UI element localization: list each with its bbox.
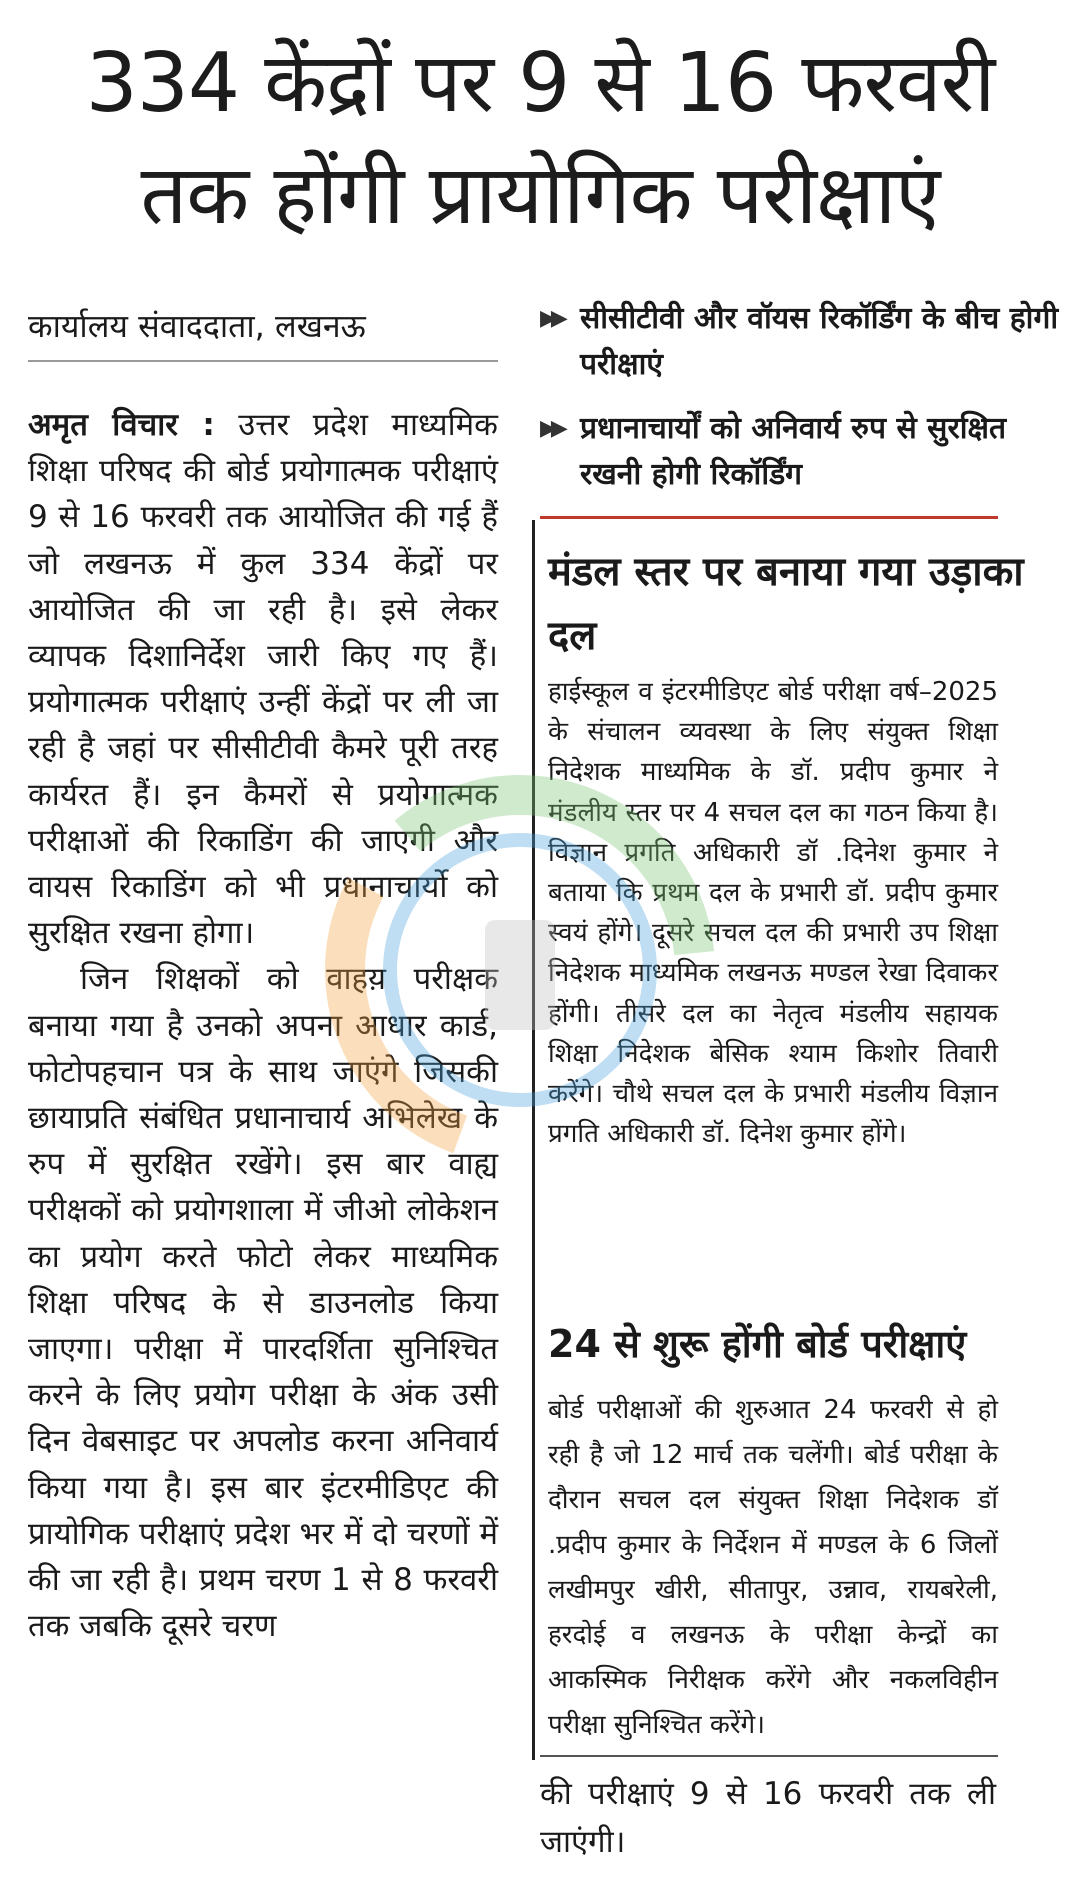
headline-line-2: तक होंगी प्रायोगिक परीक्षाएं (140, 148, 940, 243)
left-column-body (28, 402, 498, 1649)
highlight-text: सीसीटीवी और वॉयस रिकॉर्डिंग के बीच होगी परीक्षाएं (580, 301, 1059, 382)
double-arrow-icon: ▶▶ (540, 416, 562, 441)
right-body-2 (548, 1388, 998, 1748)
left-para-1 (28, 402, 498, 956)
highlights (540, 296, 1060, 516)
continued-text (540, 1770, 996, 1866)
subheading-flying-squad: मंडल स्तर पर बनाया गया उड़ाका दल (548, 549, 1024, 659)
highlight-item (540, 406, 1060, 498)
box-bottom-divider (540, 1755, 998, 1757)
byline-divider (28, 360, 498, 362)
highlight-text: प्रधानाचार्यों को अनिवार्य रुप से सुरक्षित रखनी होगी रिकॉर्डिंग (580, 411, 1007, 492)
headline (20, 28, 1060, 252)
byline: कार्यालय संवाददाता, लखनऊ (28, 307, 366, 345)
right-para-1: हाईस्कूल व इंटरमीडिएट बोर्ड परीक्षा वर्ष–2025 के संचालन व्यवस्था के लिए संयुक्त शिक्षा निदेशक माध्यमिक के डॉ. प्रदीप कुमार ने मंडलीय स्तर पर 4 सचल दल का गठन किया है। विज्ञान प्रगति अधिकारी डॉ .दिनेश कुमार ने बताया कि प्रथम दल के प्रभारी डॉ. प्रदीप कुमार स्वयं होंगे। दूसरे सचल दल की प्रभारी उप शिक्षा निदेशक माध्यमिक लखनऊ मण्डल रेखा दिवाकर होंगी। तीसरे दल का नेतृत्व मंडलीय सहायक शिक्षा निदेशक बेसिक श्याम किशोर तिवारी करेंगे। चौथे सचल दल के प्रभारी मंडलीय विज्ञान प्रगति अधिकारी डॉ. दिनेश कुमार होंगे। (548, 677, 998, 1150)
left-para-2: जिन शिक्षकों को वाहय़ परीक्षक बनाया गया है उनको अपना आधार कार्ड, फोटोपहचान पत्र के साथ जाएंगे जिसकी छायाप्रति संबंधित प्रधानाचार्य अभिलेख के रुप में सुरक्षित रखेंगे। इस बार वाह्य परीक्षकों को प्रयोगशाला में जीओ लोकेशन का प्रयोग करते फोटो लेकर माध्यमिक शिक्षा परिषद के से डाउनलोड किया जाएगा। परीक्षा में पारदर्शिता सुनिश्चित करने के लिए प्रयोग परीक्षा के अंक उसी दिन वेबसाइट पर अपलोड करना अनिवार्य किया गया है। इस बार इंटरमीडिएट की प्रायोगिक परीक्षाएं प्रदेश भर में दो चरणों में की जा रही है। प्रथम चरण 1 से 8 फरवरी तक जबकि दूसरे चरण (28, 961, 498, 1645)
column-divider (532, 520, 535, 1760)
lead-tag: अमृत विचार : (28, 407, 215, 443)
subheading-board-exams: 24 से शुरू होंगी बोर्ड परीक्षाएं (548, 1322, 967, 1366)
left-para-1-text: उत्तर प्रदेश माध्यमिक शिक्षा परिषद की बोर्ड प्रयोगात्मक परीक्षाएं 9 से 16 फरवरी तक आयोजित की गई हैं जो लखनऊ में कुल 334 केंद्रों पर आयोजित की जा रही है। इसे लेकर व्यापक दिशानिर्देश जारी किए गए हैं। प्रयोगात्मक परीक्षाएं उन्हीं केंद्रों पर ली जा रही है जहां पर सीसीटीवी कैमरे पूरी तरह कार्यरत हैं। इन कैमरों से प्रयोगात्मक परीक्षाओं की रिकाडिंग की जाएगी और वायस रिकाडिंग को भी प्रधानाचार्यो को सुरक्षित रखना होगा। (28, 407, 498, 952)
double-arrow-icon: ▶▶ (540, 306, 562, 331)
red-divider (540, 516, 998, 519)
right-para-2: बोर्ड परीक्षाओं की शुरुआत 24 फरवरी से हो रही है जो 12 मार्च तक चलेंगी। बोर्ड परीक्षा के दौरान सचल दल संयुक्त शिक्षा निदेशक डॉ .प्रदीप कुमार के निर्देशन में मण्डल के 6 जिलों लखीमपुर खीरी, सीतापुर, उन्नाव, रायबरेली, हरदोई व लखनऊ के परीक्षा केन्द्रों का आकस्मिक निरीक्षक करेंगे और नकलविहीन परीक्षा सुनिश्चित करेंगे। (548, 1395, 998, 1740)
tail-text: की परीक्षाएं 9 से 16 फरवरी तक ली जाएंगी। (540, 1776, 996, 1860)
right-body-1 (548, 672, 998, 1154)
headline-line-1: 334 केंद्रों पर 9 से 16 फरवरी (85, 36, 995, 131)
highlight-item (540, 296, 1060, 388)
